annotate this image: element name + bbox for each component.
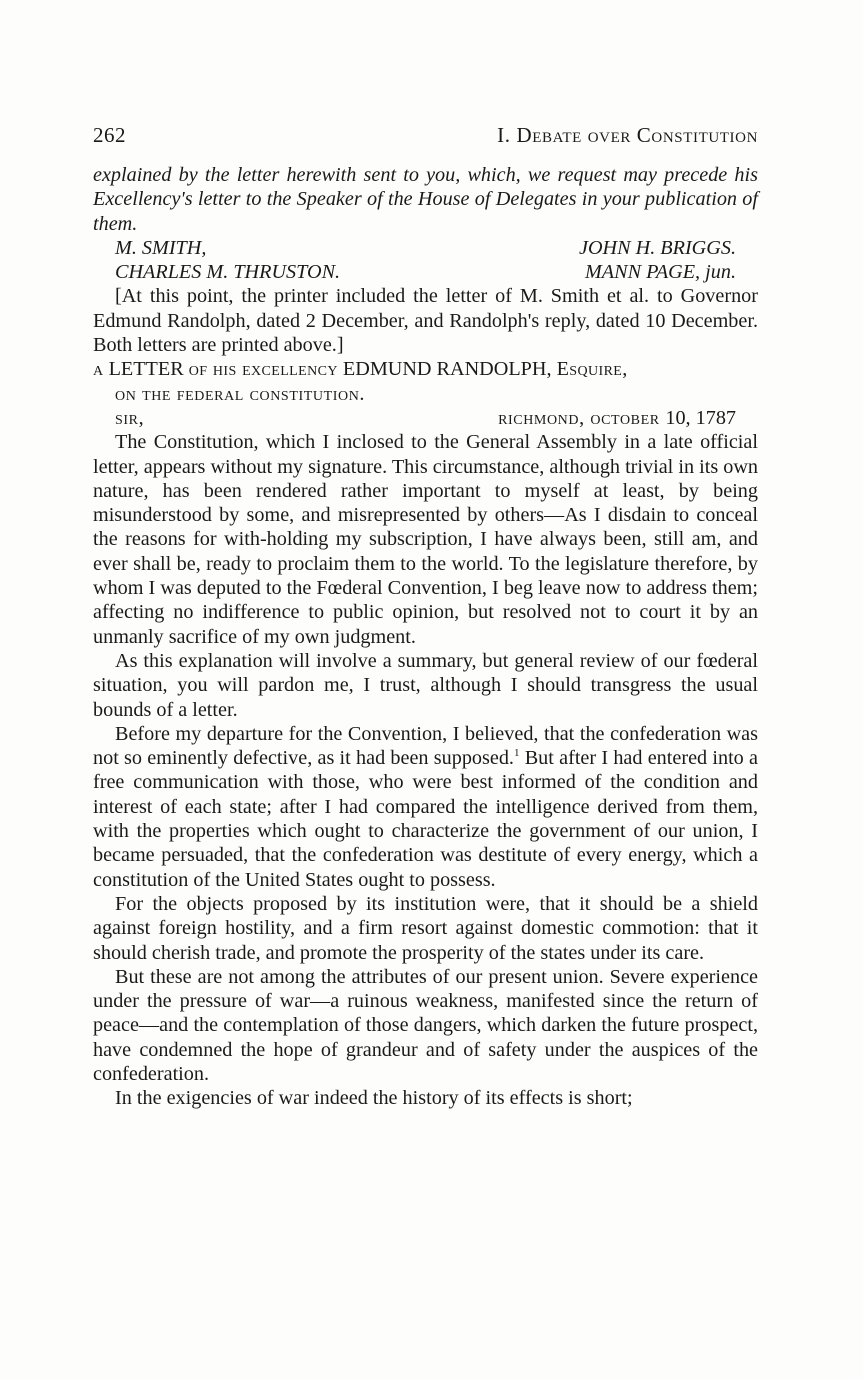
- page-body: [93, 163, 758, 1111]
- signature-row-1: [93, 236, 758, 260]
- intro-paragraph: explained by the letter herewith sent to you, which, we request may precede his Excellency's letter to the Speaker of the House of Delegates in your publication of them.: [93, 164, 758, 235]
- paragraph: The Constitution, which I inclosed to the General Assembly in a late official letter, appears without my signature. This circumstance, although trivial in its own nature, has been rendered rather important to myself at least, by being misunderstood by some, and misrepresented by others—As I disdain to conceal the reasons for with-holding my subscription, I have always been, still am, and ever shall be, ready to proclaim them to the world. To the legislature therefore, by whom I was deputed to the Fœderal Convention, I beg leave now to address them; affecting no indifference to public opinion, but resolved not to court it by an unmanly sacrifice of my own judgment.: [93, 431, 758, 648]
- place-date-text: richmond, october: [498, 406, 660, 429]
- dateline: [93, 406, 758, 430]
- paragraph-text: Before my departure for the Convention, I believed, that the confederation was not so eminently defective, as it had been supposed.: [93, 722, 758, 770]
- date-year: 10, 1787: [665, 406, 736, 429]
- title-letter: LETTER: [108, 358, 184, 381]
- place-date: [498, 406, 736, 430]
- document-page: [93, 123, 758, 1111]
- title-of-his-excellency: of his excellency: [188, 358, 338, 381]
- paragraph: [93, 722, 758, 892]
- running-title: I. Debate over Constitution: [497, 123, 758, 147]
- page-header: [93, 123, 758, 163]
- salutation: sir,: [115, 406, 145, 429]
- signature-mann-page: MANN PAGE, jun.: [584, 261, 736, 284]
- title-article: a: [93, 358, 104, 381]
- paragraph: As this explanation will involve a summary, but general review of our fœderal situation, you will pardon me, I trust, although I should transgress the usual bounds of a letter.: [93, 649, 758, 721]
- title-name: EDMUND RANDOLPH,: [342, 358, 552, 381]
- letter-title: [93, 357, 758, 381]
- signature-row-2: [93, 260, 758, 284]
- editorial-note: [At this point, the printer included the letter of M. Smith et al. to Governor Edmund Randolph, dated 2 December, and Randolph's reply, dated 10 December. Both letters are printed above.]: [93, 285, 758, 357]
- title-esquire: Esquire,: [556, 358, 628, 381]
- signature-john-briggs: JOHN H. BRIGGS.: [579, 236, 736, 259]
- letter-subtitle: on the federal constitution.: [115, 382, 366, 405]
- paragraph: In the exigencies of war indeed the history of its effects is short;: [115, 1087, 633, 1110]
- signature-charles-thruston: CHARLES M. THRUSTON.: [115, 261, 341, 284]
- paragraph: For the objects proposed by its institution were, that it should be a shield against foreign hostility, and a firm resort against domestic commotion: that it should cherish trade, and promote the prosperity of the states under its care.: [93, 892, 758, 964]
- paragraph: But these are not among the attributes of our present union. Severe experience under the pressure of war—a ruinous weakness, manifested since the return of peace—and the contemplation of those dangers, which darken the future prospect, have condemned the hope of grandeur and of safety under the auspices of the confederation.: [93, 965, 758, 1085]
- page-number: 262: [93, 123, 126, 147]
- signature-m-smith: M. SMITH,: [115, 236, 207, 259]
- paragraph-text-continued: But after I had entered into a free communication with those, who were best informed of the condition and interest of each state; after I had compared the intelligence derived from them, with the properties which ought to characterize the government of our union, I became persuaded, that the confederation was destitute of every energy, which a constitution of the United States ought to possess.: [93, 747, 758, 891]
- footnote-marker: 1: [513, 747, 520, 760]
